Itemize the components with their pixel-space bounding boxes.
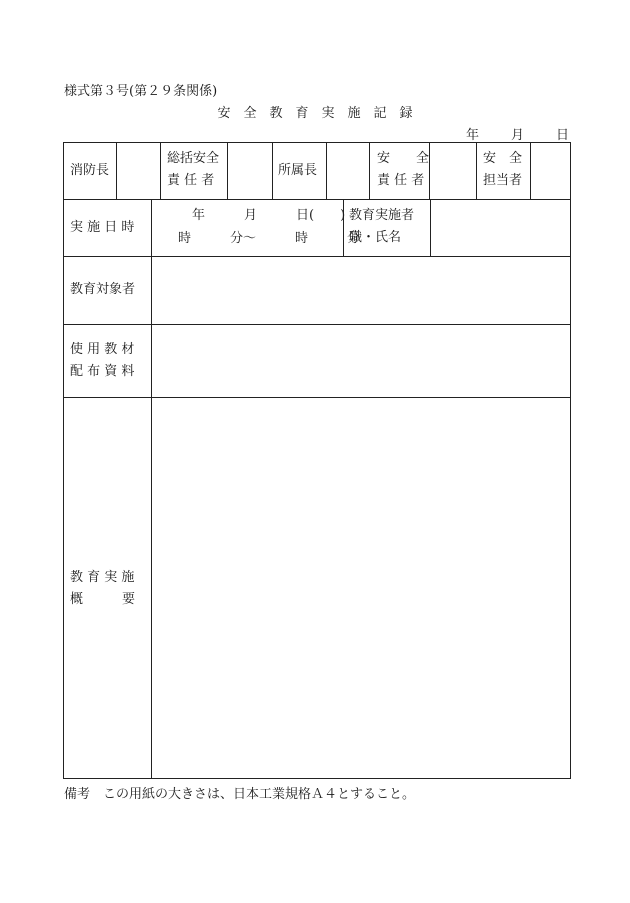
implementation-time-line: 時 分～ 時 分 [178, 231, 361, 246]
row-divider [64, 397, 570, 398]
safety-officer-label: 安 全 担当者 [483, 151, 523, 188]
footer-note: 備考 この用紙の大きさは、日本工業規格Ａ４とすること。 [64, 787, 416, 802]
safety-manager-label: 安 全 責 任 者 [377, 151, 430, 188]
column-divider [430, 199, 431, 256]
date-day-label: 日 [556, 128, 570, 143]
form-number: 様式第３号(第２９条関係) [64, 84, 218, 99]
column-divider [227, 143, 228, 199]
general-safety-officer-label: 総括安全 責 任 者 [167, 151, 220, 188]
column-divider [272, 143, 273, 199]
row-divider [64, 199, 570, 200]
date-year-label: 年 [466, 128, 480, 143]
column-divider [429, 143, 430, 199]
form-title: 安 全 教 育 実 施 記 録 [217, 106, 413, 121]
materials-label: 使 用 教 材 配 布 資 料 [70, 342, 135, 379]
column-divider [530, 143, 531, 199]
column-divider [116, 143, 117, 199]
column-divider [369, 143, 370, 199]
column-divider [326, 143, 327, 199]
column-divider [476, 143, 477, 199]
row-divider [64, 256, 570, 257]
education-target-label: 教育対象者 [70, 282, 136, 297]
education-summary-label: 教 育 実 施 概 要 [70, 570, 136, 607]
implementation-date-line: 年 月 日( ) [192, 208, 346, 223]
instructor-name-label: 教育実施者 職・氏名 [349, 208, 415, 245]
station-chief-label: 所属長 [278, 163, 318, 178]
date-month-label: 月 [511, 128, 525, 143]
fire-chief-label: 消防長 [70, 163, 110, 178]
column-divider [160, 143, 161, 199]
implementation-datetime-label: 実 施 日 時 [70, 220, 135, 235]
row-divider [64, 324, 570, 325]
label-column-divider [151, 199, 152, 778]
safety-education-record-table [63, 142, 571, 779]
